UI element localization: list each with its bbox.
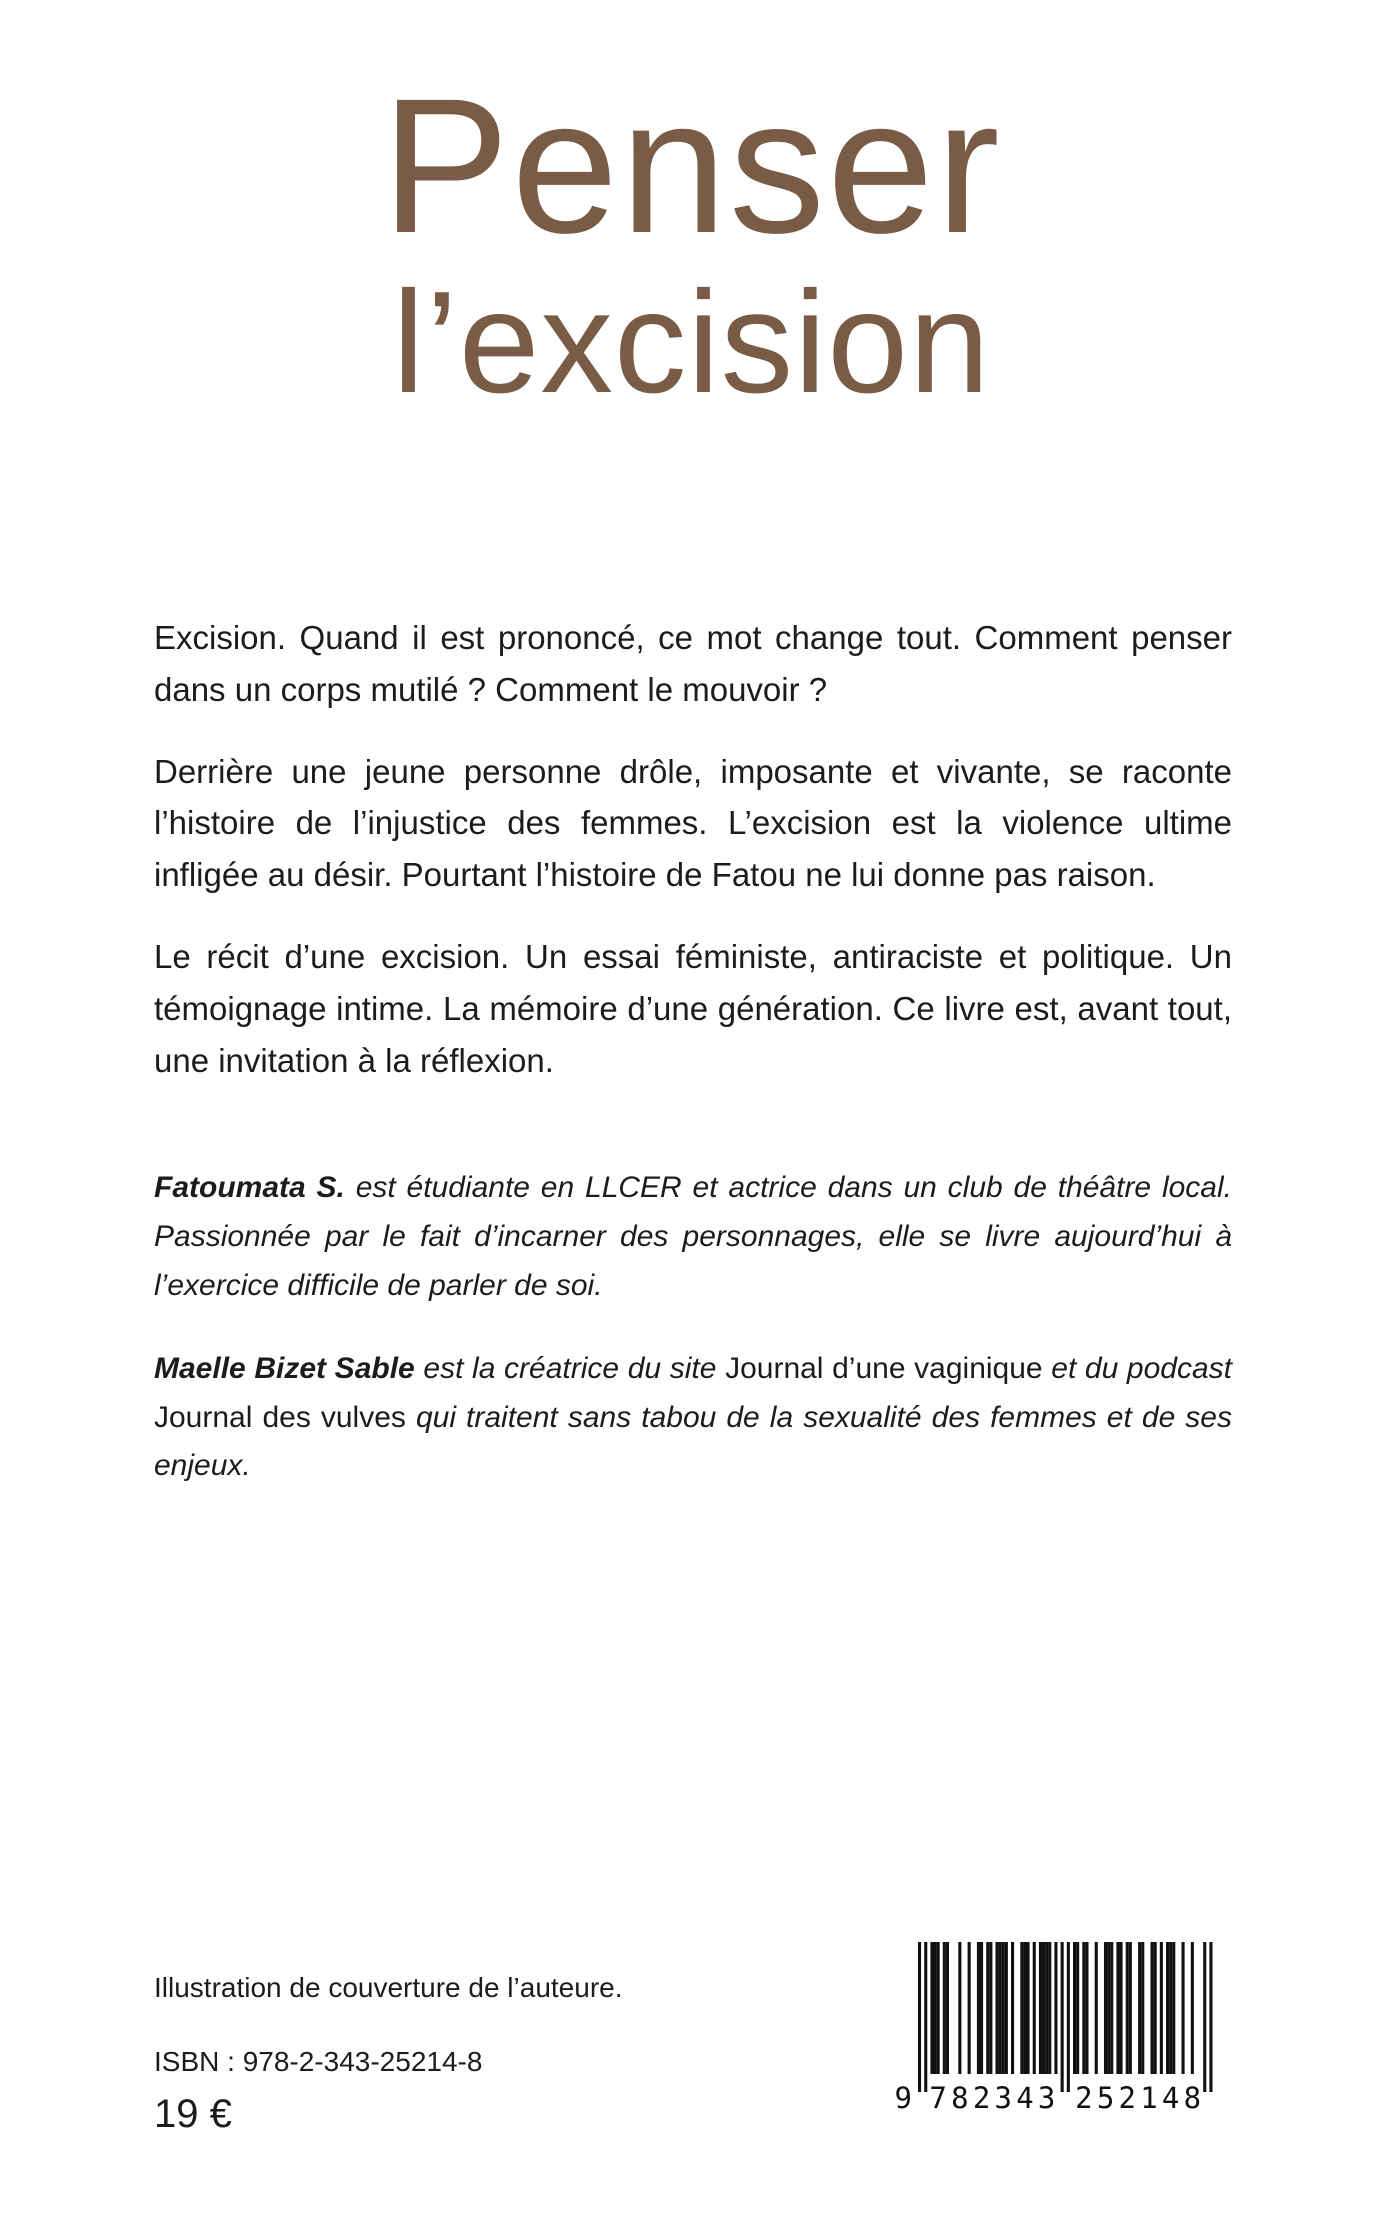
illustration-credit: Illustration de couverture de l’auteure.: [154, 1972, 623, 2003]
back-cover-paragraph-2: Derrière une jeune personne drôle, imposante et vivante, se raconte l’histoire de l’injustice des femmes. L’excision est la violence ultime infligée au désir. Pourtant l’histoire de Fatou ne lui donne pas raison.: [154, 752, 1232, 894]
svg-text:1: 1: [1140, 2081, 1158, 2114]
price-text: 19 €: [154, 2092, 232, 2136]
bio-text-segment: Journal des vulves: [154, 1400, 406, 1434]
svg-text:8: 8: [951, 2081, 969, 2114]
back-cover-paragraph-1: Excision. Quand il est prononcé, ce mot change tout. Comment penser dans un corps mutilé ? Comment le mouvoir ?: [154, 619, 1232, 708]
bio-text-segment: Maelle Bizet Sable: [154, 1352, 415, 1386]
book-title-line2: l’excision: [392, 261, 991, 423]
isbn-text: ISBN : 978-2-343-25214-8: [154, 2046, 483, 2077]
book-title-line1: Penser: [381, 58, 1002, 273]
svg-text:5: 5: [1096, 2081, 1115, 2114]
bio-text-segment: et du podcast: [1042, 1352, 1233, 1386]
barcode: [894, 1942, 1218, 2118]
svg-text:3: 3: [1037, 2081, 1056, 2114]
author-bio-maelle: [154, 1345, 1232, 1491]
svg-text:9: 9: [894, 2081, 912, 2114]
back-cover-paragraph-3: Le récit d’une excision. Un essai féministe, antiraciste et politique. Un témoignage intime. La mémoire d’une génération. Ce livre est, avant tout, une invitation à la réflexion.: [154, 937, 1232, 1079]
bio-text-segment: Fatoumata S.: [154, 1171, 345, 1205]
bio-text-segment: est étudiante en LLCER et actrice dans un club de théâtre local. Passionnée par le fait d’incarner des personnages, elle se livre aujourd’hui à l’exercice difficile de parler de soi.: [154, 1171, 1232, 1302]
svg-text:2: 2: [1075, 2081, 1093, 2114]
back-cover-text: [154, 612, 1232, 1526]
title-block: [154, 58, 1229, 423]
bio-text-segment: qui traitent sans tabou de la sexualité des femmes et de ses enjeux.: [154, 1400, 1232, 1483]
bio-text-segment: Journal d’une vaginique: [725, 1352, 1043, 1386]
svg-text:3: 3: [994, 2081, 1012, 2114]
barcode-bars: [894, 1942, 1216, 2114]
svg-text:8: 8: [1183, 2081, 1202, 2114]
svg-text:2: 2: [1118, 2081, 1136, 2114]
svg-text:4: 4: [1016, 2081, 1034, 2114]
author-bio-fatoumata: [154, 1164, 1232, 1310]
author-bios: [154, 1164, 1232, 1491]
svg-text:4: 4: [1161, 2081, 1180, 2114]
svg-text:7: 7: [929, 2081, 947, 2114]
bio-text-segment: est la créatrice du site: [414, 1352, 726, 1386]
svg-text:2: 2: [972, 2081, 991, 2114]
